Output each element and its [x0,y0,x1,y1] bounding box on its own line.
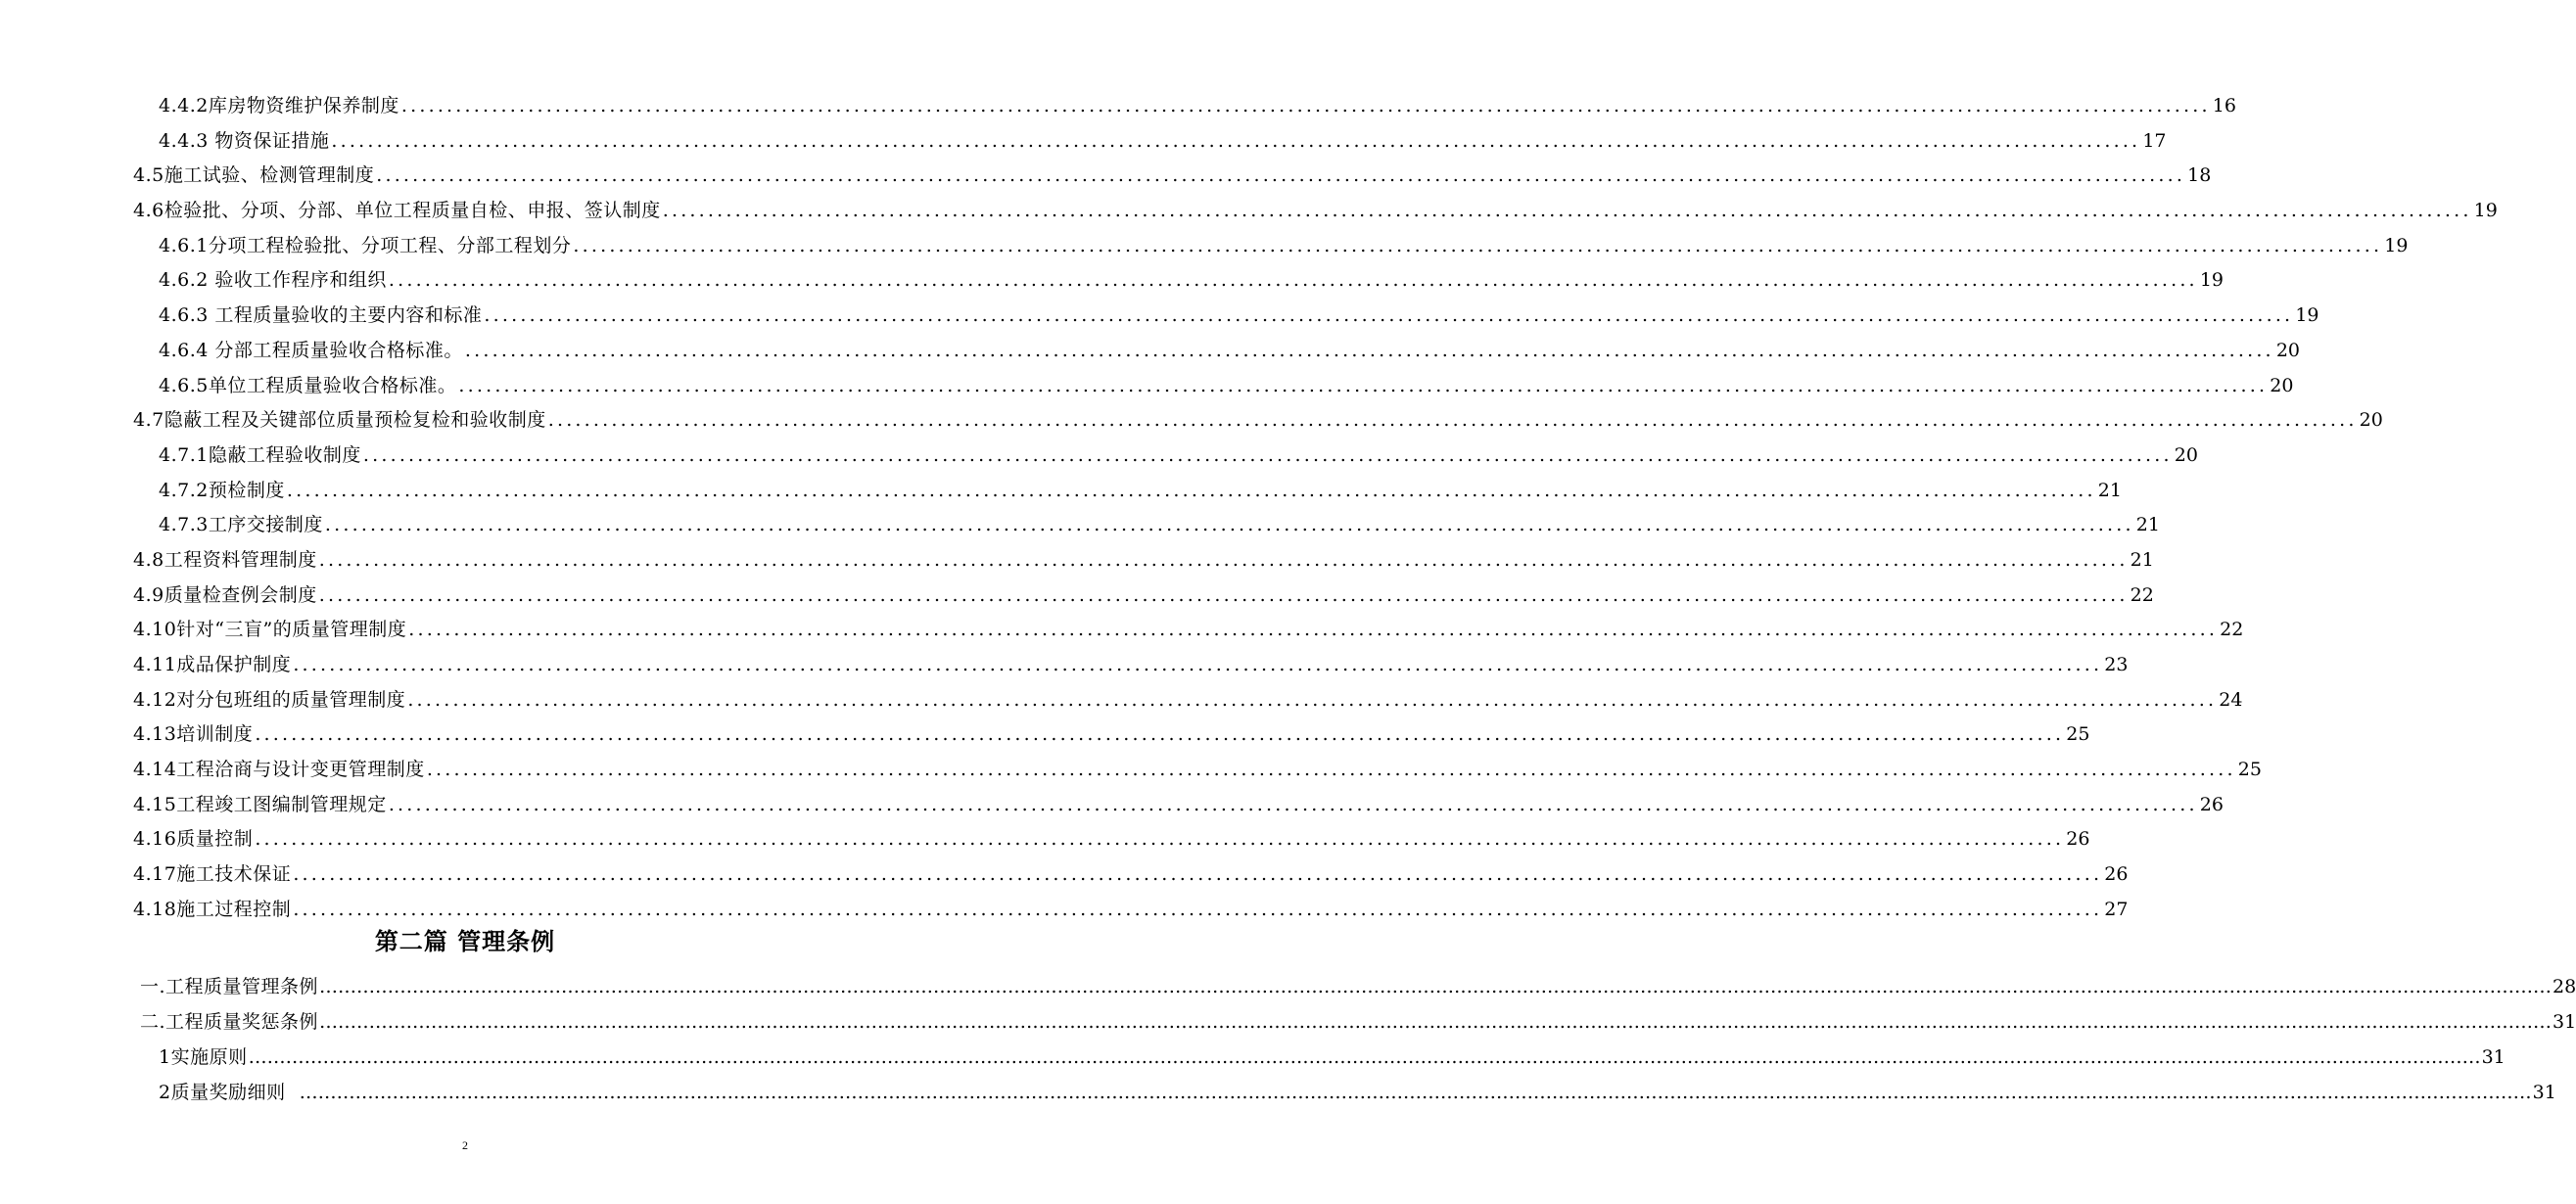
toc-entry[interactable] [0,369,2294,404]
dot-leader: ……………………………………………………………………………………………………………………………………………………………………………………………………………………………………………………………………………………………………………………………… [319,1011,2553,1033]
toc-entry-line [133,159,2212,194]
toc-entry-title: 2质量奖励细则 [159,1082,299,1103]
toc-entry-title: 二.工程质量奖惩条例 [140,1011,319,1033]
toc-entry-line [159,439,2198,474]
toc-entry[interactable] [0,822,2090,857]
toc-entry-page: 21 [2135,514,2160,536]
toc-entry-page: 18 [2187,164,2212,187]
toc-entry[interactable] [0,89,2236,124]
toc-entry-title: 4.18施工过程控制 [133,898,292,920]
toc-entry-line [159,229,2409,264]
dot-leader: ........................................................................................................................................................................................................ [318,548,2129,571]
toc-entry-title: 1实施原则 [159,1046,248,1068]
dot-leader: ........................................................................................................................................................................................................ [293,898,2103,920]
toc-entry-title: 4.7隐蔽工程及关键部位质量预检复检和验收制度 [133,409,546,432]
toc-entry[interactable] [0,334,2300,369]
toc-entry-title: 4.5施工试验、检测管理制度 [133,164,375,187]
toc-entry-line [140,969,2576,1004]
toc-entry[interactable] [0,893,2129,928]
dot-leader: ........................................................................................................................................................................................................ [407,688,2218,711]
toc-entry-line [133,613,2244,648]
toc-entry[interactable] [0,403,2383,439]
dot-leader: ........................................................................................................................................................................................................ [388,269,2198,292]
toc-entry-page: 19 [2199,269,2224,292]
toc-entry-line [159,508,2160,543]
toc-entry-page: 28 [2553,976,2576,997]
toc-entry-line [140,1004,2576,1040]
toc-entry[interactable] [0,1040,2506,1075]
toc-entry[interactable] [0,1004,2576,1040]
dot-leader: ……………………………………………………………………………………………………………………………………………………………………………………………………………………………………………………………………………………………………………………………… [248,1046,2481,1068]
toc-entry-title: 4.7.3工序交接制度 [159,514,323,536]
toc-entry-line [133,753,2262,788]
dot-leader: ........................................................................................................................................................................................................ [408,619,2219,641]
dot-leader: ........................................................................................................................................................................................................ [376,164,2186,187]
dot-leader: ........................................................................................................................................................................................................ [286,479,2096,501]
toc-entry-line [133,648,2129,683]
dot-leader: ........................................................................................................................................................................................................ [573,234,2383,256]
toc-entry[interactable] [0,857,2129,893]
toc-entry-line [159,89,2236,124]
toc-entry-page: 21 [2130,548,2154,571]
toc-entry-page: 31 [2532,1082,2556,1103]
toc-entry[interactable] [0,263,2224,299]
toc-entry-title: 4.8工程资料管理制度 [133,548,317,571]
toc-entry[interactable] [0,1075,2556,1110]
toc-entry-line [133,683,2243,718]
toc-entry-title: 4.6.2 验收工作程序和组织 [159,269,387,292]
toc-entry-title: 4.7.1隐蔽工程验收制度 [159,443,361,466]
toc-entry-page: 17 [2142,129,2167,152]
toc-entry[interactable] [0,124,2167,160]
toc-entry-page: 16 [2212,95,2236,116]
dot-leader: ........................................................................................................................................................................................................ [293,863,2103,886]
toc-entry-page: 19 [2384,234,2409,256]
toc-entry[interactable] [0,543,2154,579]
toc-entry[interactable] [0,474,2122,509]
toc-entry-page: 20 [2270,374,2294,396]
toc-entry-title: 4.6检验批、分项、分部、单位工程质量自检、申报、签认制度 [133,200,661,222]
dot-leader: ........................................................................................................................................................................................................ [464,339,2274,361]
toc-entry-page: 20 [2359,409,2383,432]
toc-entry-page: 26 [2066,828,2090,851]
toc-entry-title: 4.6.3 工程质量验收的主要内容和标准 [159,304,483,327]
toc-entry-line [133,403,2383,439]
toc-entry-page: 31 [2481,1046,2506,1068]
toc-entry-line [159,1040,2506,1075]
toc-entry-title: 4.6.4 分部工程质量验收合格标准。 [159,339,463,361]
toc-list-part2 [0,969,2576,1110]
dot-leader: ........................................................................................................................................................................................................ [331,129,2141,152]
toc-entry-title: 4.11成品保护制度 [133,654,292,675]
toc-entry[interactable] [0,439,2198,474]
toc-entry-title: 4.6.1分项工程检验批、分项工程、分部工程划分 [159,234,572,256]
toc-entry-page: 19 [2295,304,2319,327]
toc-entry-line [159,263,2224,299]
toc-list [0,89,2498,928]
toc-entry-title: 4.16质量控制 [133,828,254,851]
toc-entry-page: 26 [2199,793,2224,815]
dot-leader: ........................................................................................................................................................................................................ [255,828,2065,851]
toc-entry[interactable] [0,194,2498,229]
toc-entry-line [159,299,2319,334]
toc-entry-line [133,857,2129,893]
toc-entry[interactable] [0,508,2160,543]
toc-entry-page: 31 [2553,1011,2576,1033]
toc-entry[interactable] [0,299,2319,334]
section-heading: 第二篇 管理条例 [374,928,556,955]
toc-entry-page: 21 [2097,479,2122,501]
dot-leader: ........................................................................................................................................................................................................ [484,304,2294,327]
toc-entry-line [133,893,2129,928]
dot-leader: ........................................................................................................................................................................................................ [426,759,2236,781]
toc-entry-line [133,718,2090,753]
toc-entry[interactable] [0,788,2224,823]
toc-entry-page: 22 [2130,583,2154,606]
toc-entry-page: 22 [2220,619,2244,641]
dot-leader: ........................................................................................................................................................................................................ [662,200,2472,222]
toc-entry-line [133,822,2090,857]
dot-leader: ........................................................................................................................................................................................................ [255,723,2065,746]
toc-entry-title: 4.17施工技术保证 [133,863,292,886]
toc-entry-page: 20 [2174,443,2198,466]
toc-entry[interactable] [0,718,2090,753]
dot-leader: ........................................................................................................................................................................................................ [318,583,2129,606]
toc-entry[interactable] [0,969,2576,1004]
toc-entry-line [159,1075,2556,1110]
toc-entry-title: 4.4.3 物资保证措施 [159,129,330,152]
page-number: 2 [462,1138,468,1152]
toc-entry-title: 4.15工程竣工图编制管理规定 [133,793,387,815]
toc-entry-title: 4.7.2预检制度 [159,479,285,501]
toc-entry-page: 23 [2104,654,2129,675]
toc-entry[interactable] [0,159,2212,194]
toc-entry-title: 4.6.5单位工程质量验收合格标准。 [159,374,457,396]
dot-leader: ........................................................................................................................................................................................................ [293,654,2103,675]
toc-entry[interactable] [0,683,2243,718]
toc-entry[interactable] [0,579,2154,614]
toc-entry-line [159,124,2167,160]
toc-entry-page: 26 [2104,863,2129,886]
toc-entry-title: 4.4.2库房物资维护保养制度 [159,95,399,116]
toc-entry-line [133,788,2224,823]
dot-leader: ........................................................................................................................................................................................................ [547,409,2358,432]
toc-entry-line [133,579,2154,614]
toc-entry-title: 4.13培训制度 [133,723,254,746]
toc-entry-title: 4.12对分包班组的质量管理制度 [133,688,406,711]
dot-leader: ……………………………………………………………………………………………………………………………………………………………………………………………………………………………………………………………………………………………………………………………… [319,976,2553,997]
dot-leader: ........................................................................................................................................................................................................ [400,95,2211,116]
dot-leader: ........................................................................................................................................................................................................ [362,443,2173,466]
toc-entry-line [133,194,2498,229]
toc-entry-title: 4.9质量检查例会制度 [133,583,317,606]
toc-entry-page: 19 [2473,200,2498,222]
toc-entry-title: 4.10针对“三盲”的质量管理制度 [133,619,407,641]
toc-entry-line [159,474,2122,509]
toc-entry-line [159,334,2300,369]
dot-leader: ........................................................................................................................................................................................................ [388,793,2198,815]
toc-entry-page: 24 [2219,688,2243,711]
toc-entry-line [133,543,2154,579]
toc-entry-title: 一.工程质量管理条例 [140,976,319,997]
toc-entry-page: 25 [2066,723,2090,746]
toc-entry[interactable] [0,648,2129,683]
toc-entry[interactable] [0,613,2244,648]
toc-entry[interactable] [0,229,2409,264]
toc-entry-page: 25 [2237,759,2262,781]
dot-leader: ……………………………………………………………………………………………………………………………………………………………………………………………………………………………………………………………………………………………………………………………… [299,1082,2532,1103]
toc-entry-page: 27 [2104,898,2129,920]
toc-entry-title: 4.14工程洽商与设计变更管理制度 [133,759,425,781]
dot-leader: ........................................................................................................................................................................................................ [458,374,2269,396]
toc-entry-page: 20 [2275,339,2300,361]
toc-entry[interactable] [0,753,2262,788]
toc-entry-line [159,369,2294,404]
dot-leader: ........................................................................................................................................................................................................ [324,514,2134,536]
